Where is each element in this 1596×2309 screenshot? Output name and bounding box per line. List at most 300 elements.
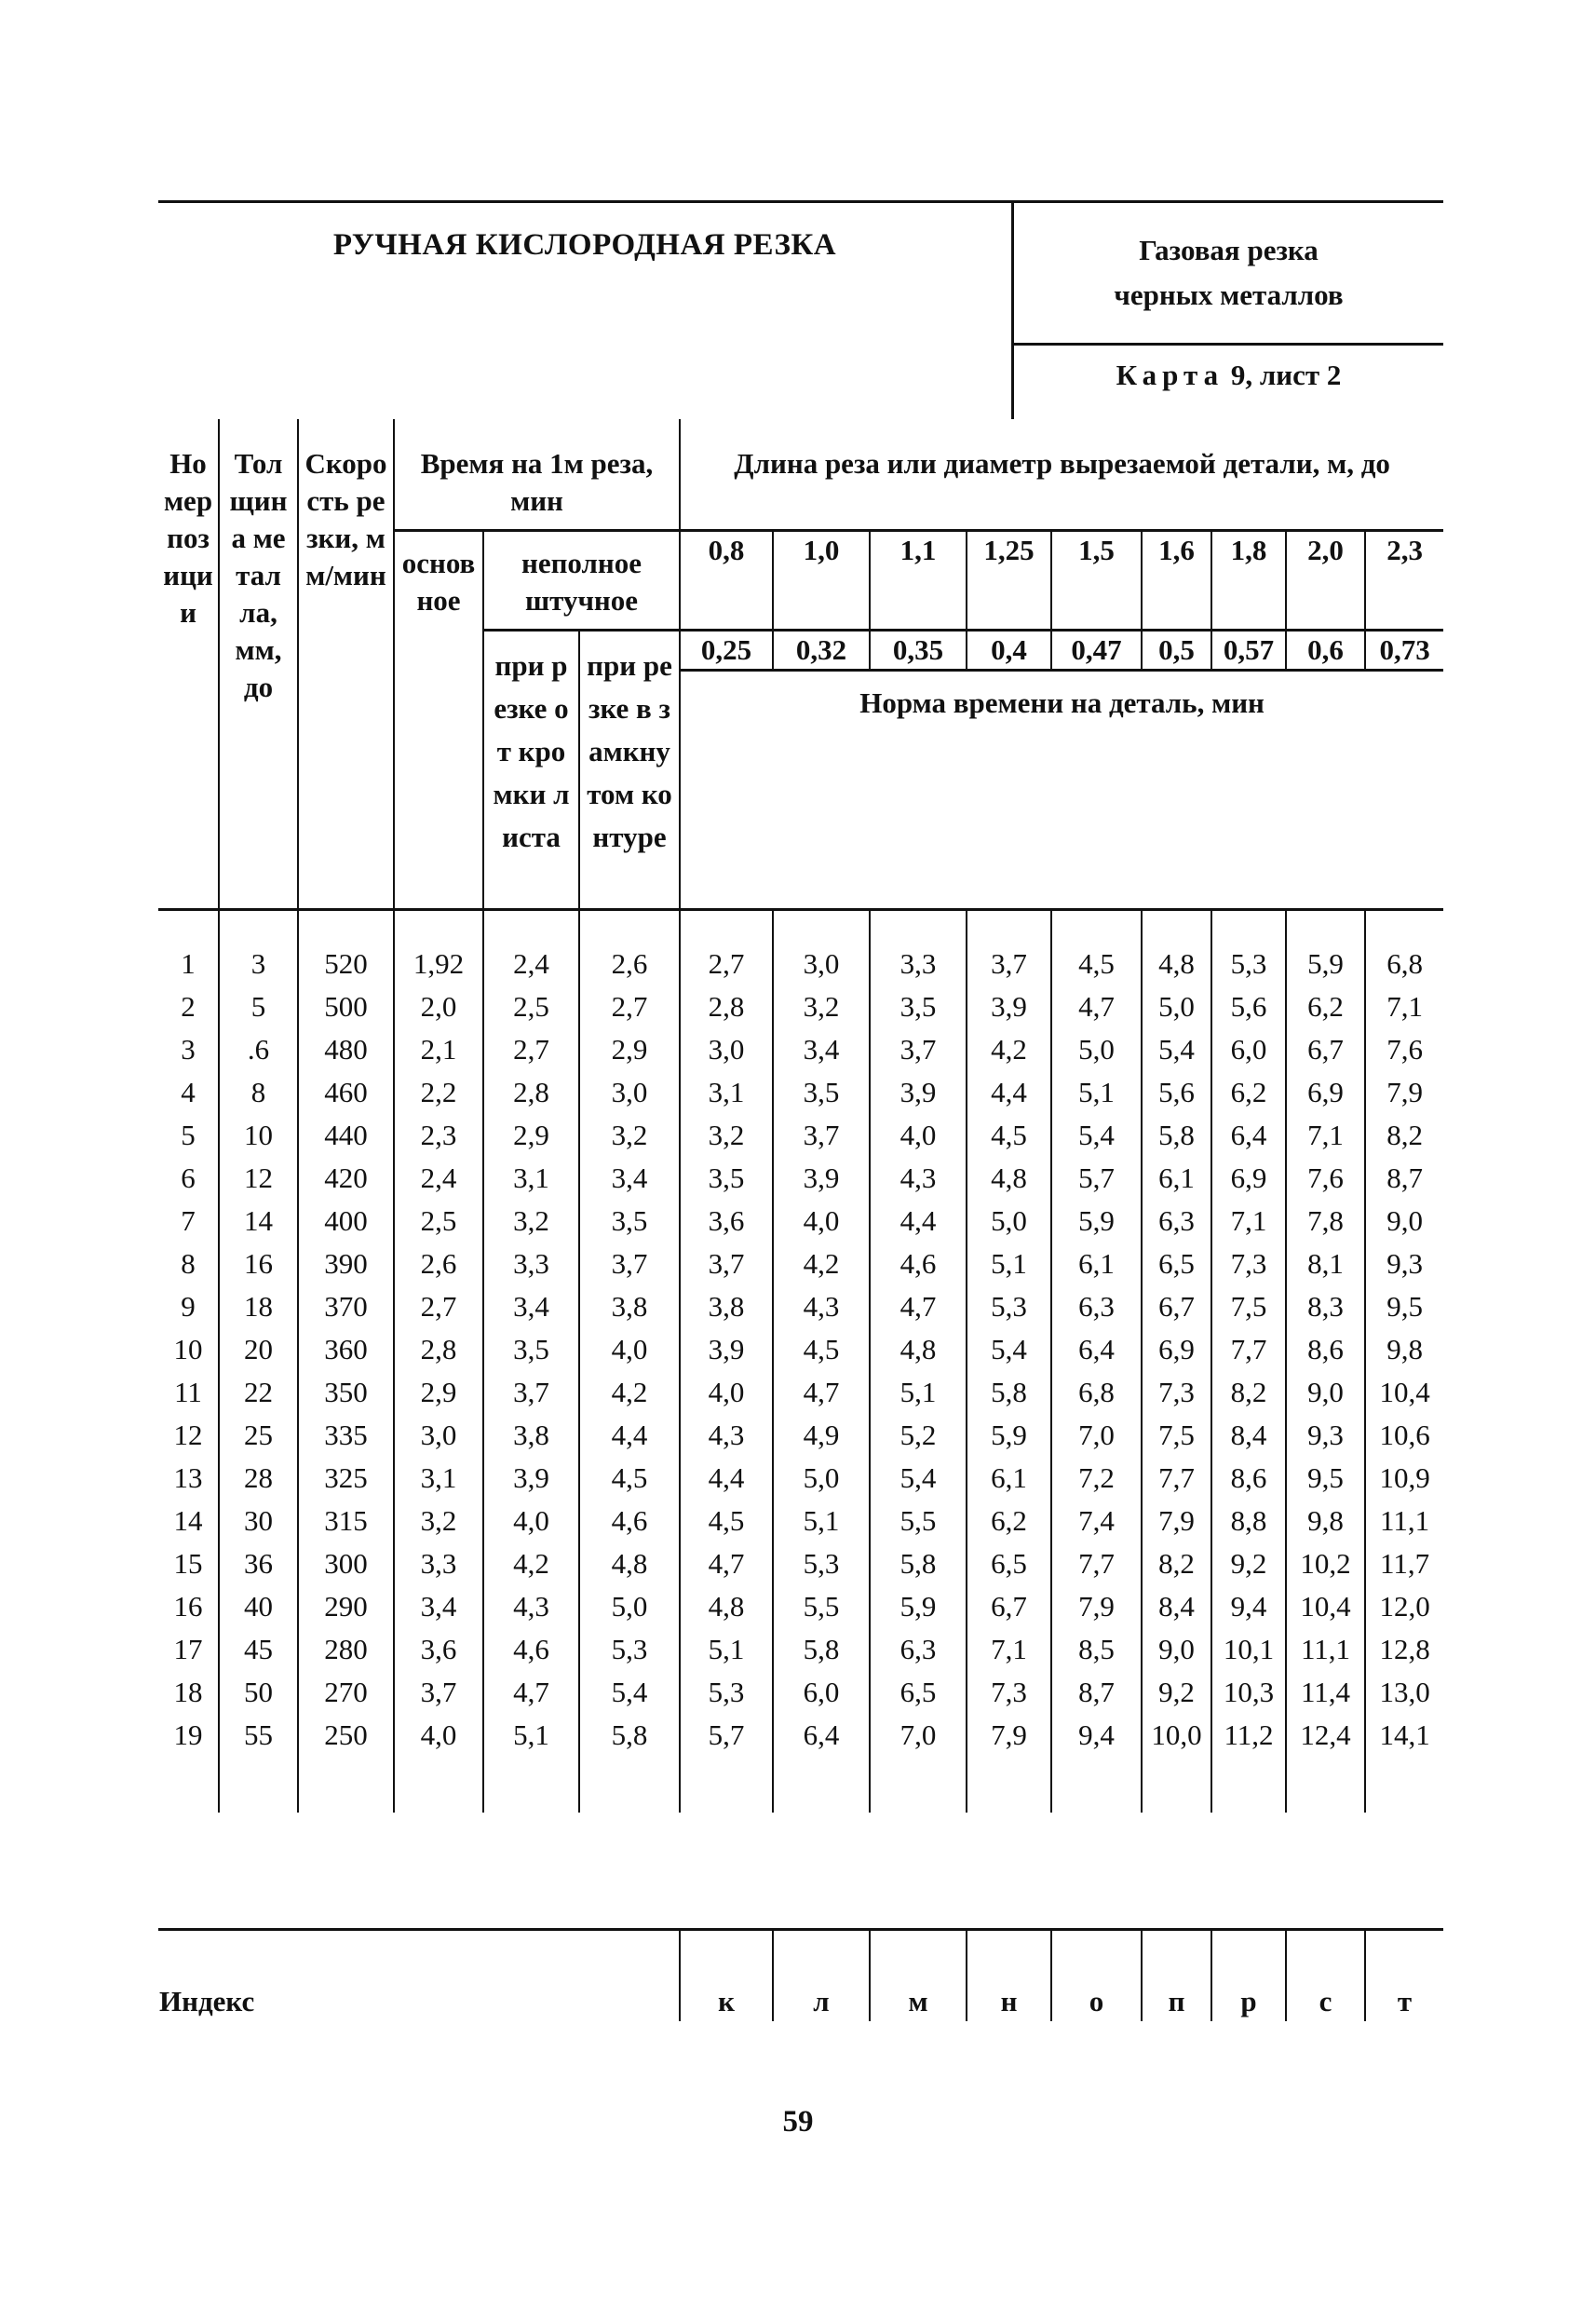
table-cell: 350	[298, 1371, 394, 1414]
table-cell: 18	[219, 1285, 298, 1328]
table-cell: 7,9	[1051, 1585, 1142, 1628]
diameter-6: 0,57	[1211, 631, 1286, 671]
table-cell: 4,7	[773, 1371, 870, 1414]
card-reference	[1014, 359, 1443, 392]
table-cell: 3,5	[680, 1157, 773, 1200]
table-cell: 2,0	[394, 985, 483, 1028]
table-cell: 5,7	[680, 1714, 773, 1757]
table-cell: 5,3	[579, 1628, 680, 1671]
table-cell: 5,1	[967, 1243, 1051, 1285]
index-t: т	[1365, 1930, 1443, 2022]
table-cell: 11,1	[1286, 1628, 1365, 1671]
table-cell: 5,1	[773, 1500, 870, 1542]
table-cell: 2,2	[394, 1071, 483, 1114]
table-row	[158, 1243, 1443, 1285]
table-cell: 6	[181, 1161, 196, 1194]
table-cell: 2,3	[394, 1114, 483, 1157]
table-cell: 370	[298, 1285, 394, 1328]
table-cell: 8,1	[1286, 1243, 1365, 1285]
table-cell: 2,8	[394, 1328, 483, 1371]
table-cell: 55	[219, 1714, 298, 1757]
table-cell: 5,5	[870, 1500, 967, 1542]
table-row	[158, 1714, 1443, 1757]
table-cell: 280	[298, 1628, 394, 1671]
table-cell: 2	[181, 990, 196, 1023]
table-cell: 6,7	[1286, 1028, 1365, 1071]
table-cell: 3,1	[394, 1457, 483, 1500]
table-cell: 3,3	[483, 1243, 579, 1285]
table-cell: 6,2	[1211, 1071, 1286, 1114]
table-cell: 5,8	[579, 1714, 680, 1757]
table-cell: 5,9	[1051, 1200, 1142, 1243]
table-cell: 4	[181, 1076, 196, 1108]
table-cell: 7,1	[1365, 985, 1443, 1028]
table-cell: 8,2	[1142, 1542, 1211, 1585]
card-word: Карта	[1116, 359, 1224, 391]
length-0: 0,8	[680, 531, 773, 631]
table-cell: 10	[173, 1333, 203, 1365]
index-n: н	[967, 1930, 1051, 2022]
table-cell: 4,0	[483, 1500, 579, 1542]
table-cell: 5,4	[967, 1328, 1051, 1371]
col-time-per-meter: Время на 1м реза, мин	[394, 419, 680, 531]
table-cell: 12	[173, 1419, 203, 1451]
table-cell: 4,0	[870, 1114, 967, 1157]
document-header	[158, 200, 1443, 419]
table-cell: 3	[219, 910, 298, 986]
table-cell: 5,9	[870, 1585, 967, 1628]
table-row	[158, 1071, 1443, 1114]
table-cell: 4,3	[483, 1585, 579, 1628]
table-cell: 6,0	[773, 1671, 870, 1714]
table-cell: 7,5	[1211, 1285, 1286, 1328]
table-cell: 8,7	[1051, 1671, 1142, 1714]
table-cell: 3,7	[579, 1243, 680, 1285]
table-cell: 14,1	[1365, 1714, 1443, 1757]
table-cell: 22	[219, 1371, 298, 1414]
col-cut-length: Длина реза или диаметр вырезаемой детали, м, до	[680, 419, 1443, 531]
table-cell: 335	[298, 1414, 394, 1457]
table-cell: 12	[219, 1157, 298, 1200]
table-cell: 3,5	[579, 1200, 680, 1243]
table-cell: 9,0	[1286, 1371, 1365, 1414]
length-8: 2,3	[1365, 531, 1443, 631]
table-cell: 7,3	[1211, 1243, 1286, 1285]
table-cell: 6,0	[1211, 1028, 1286, 1071]
table-cell: 3,3	[394, 1542, 483, 1585]
table-cell: 7,0	[1051, 1414, 1142, 1457]
table-cell: 5,4	[1051, 1114, 1142, 1157]
table-cell: 6,2	[967, 1500, 1051, 1542]
table-cell: 400	[298, 1200, 394, 1243]
table-cell: 4,8	[579, 1542, 680, 1585]
table-cell: 460	[298, 1071, 394, 1114]
table-cell: 5,4	[1142, 1028, 1211, 1071]
index-r: р	[1211, 1930, 1286, 2022]
table-cell: 8,6	[1211, 1457, 1286, 1500]
table-cell: 10,2	[1286, 1542, 1365, 1585]
document-title: РУЧНАЯ КИСЛОРОДНАЯ РЕЗКА	[332, 228, 837, 262]
table-row	[158, 1671, 1443, 1714]
table-cell: 3,2	[483, 1200, 579, 1243]
table-cell: 3,9	[870, 1071, 967, 1114]
table-cell: 520	[298, 910, 394, 986]
table-cell: 7,3	[967, 1671, 1051, 1714]
table-cell: 9,3	[1286, 1414, 1365, 1457]
table-cell: 6,1	[1142, 1157, 1211, 1200]
table-cell: 30	[219, 1500, 298, 1542]
table-cell: 4,5	[680, 1500, 773, 1542]
table-cell: 3,8	[680, 1285, 773, 1328]
table-cell: 4,5	[579, 1457, 680, 1500]
table-cell: 4,3	[773, 1285, 870, 1328]
table-cell: 420	[298, 1157, 394, 1200]
table-cell: 11,7	[1365, 1542, 1443, 1585]
table-cell: 6,7	[1142, 1285, 1211, 1328]
length-5: 1,6	[1142, 531, 1211, 631]
table-cell: 480	[298, 1028, 394, 1071]
table-cell: 5	[181, 1119, 196, 1151]
table-cell: 17	[173, 1633, 203, 1665]
table-row	[158, 1114, 1443, 1157]
table-cell: 4,5	[967, 1114, 1051, 1157]
table-cell: 7,9	[1142, 1500, 1211, 1542]
table-row	[158, 1457, 1443, 1500]
table-cell: 2,7	[579, 985, 680, 1028]
table-cell: 8	[181, 1247, 196, 1280]
table-cell: 4,6	[579, 1500, 680, 1542]
table-cell: 6,3	[870, 1628, 967, 1671]
table-cell: 4,8	[870, 1328, 967, 1371]
table-cell: 4,5	[1051, 910, 1142, 986]
table-cell: 4,2	[483, 1542, 579, 1585]
table-cell: 500	[298, 985, 394, 1028]
table-cell: 4,6	[483, 1628, 579, 1671]
table-cell: 9,4	[1211, 1585, 1286, 1628]
length-2: 1,1	[870, 531, 967, 631]
table-cell: 7,8	[1286, 1200, 1365, 1243]
table-cell: 2,4	[483, 910, 579, 986]
subtitle-line-2: черных металлов	[1114, 278, 1344, 311]
table-cell: 15	[173, 1547, 203, 1580]
table-cell: 6,9	[1211, 1157, 1286, 1200]
table-cell: 2,8	[680, 985, 773, 1028]
table-cell: 6,1	[1051, 1243, 1142, 1285]
table-cell: 12,8	[1365, 1628, 1443, 1671]
col-speed: Скорость резки, мм/мин	[298, 419, 394, 908]
table-cell: 2,7	[483, 1028, 579, 1071]
norms-table	[158, 419, 1443, 1813]
table-cell: 5,6	[1211, 985, 1286, 1028]
diameter-2: 0,35	[870, 631, 967, 671]
diameter-5: 0,5	[1142, 631, 1211, 671]
table-cell: 36	[219, 1542, 298, 1585]
table-cell: 5,2	[870, 1414, 967, 1457]
table-cell: 5,8	[967, 1371, 1051, 1414]
header-card-rule	[1011, 343, 1443, 346]
table-cell: 12,0	[1365, 1585, 1443, 1628]
table-cell: 5,8	[773, 1628, 870, 1671]
table-row	[158, 1157, 1443, 1200]
table-cell: 3,8	[483, 1414, 579, 1457]
table-cell: 9,5	[1365, 1285, 1443, 1328]
table-cell: 3,0	[680, 1028, 773, 1071]
table-cell: 3,9	[680, 1328, 773, 1371]
table-cell: 2,6	[394, 1243, 483, 1285]
table-cell: 1,92	[394, 910, 483, 986]
table-cell: 10,4	[1365, 1371, 1443, 1414]
table-cell: 25	[219, 1414, 298, 1457]
table-cell: 9,3	[1365, 1243, 1443, 1285]
table-cell: 3,0	[394, 1414, 483, 1457]
table-cell: 4,7	[870, 1285, 967, 1328]
table-cell: 360	[298, 1328, 394, 1371]
table-cell: 6,7	[967, 1585, 1051, 1628]
table-cell: 9,4	[1051, 1714, 1142, 1757]
table-cell: 10,3	[1211, 1671, 1286, 1714]
table-cell: 6,5	[870, 1671, 967, 1714]
table-cell: 5,0	[1051, 1028, 1142, 1071]
table-cell: 5,8	[870, 1542, 967, 1585]
col-time-norm: Норма времени на деталь, мин	[680, 671, 1443, 909]
table-cell: 6,9	[1286, 1071, 1365, 1114]
table-cell: 10,1	[1211, 1628, 1286, 1671]
table-cell: .6	[219, 1028, 298, 1071]
table-cell: 3,9	[483, 1457, 579, 1500]
table-cell: 7,3	[1142, 1371, 1211, 1414]
table-cell: 19	[173, 1718, 203, 1751]
table-cell: 4,7	[483, 1671, 579, 1714]
table-row	[158, 1542, 1443, 1585]
table-cell: 4,5	[773, 1328, 870, 1371]
table-cell: 6,5	[1142, 1243, 1211, 1285]
table-cell: 4,6	[870, 1243, 967, 1285]
table-cell: 12,4	[1286, 1714, 1365, 1757]
col-thickness: Толщина металла, мм, до	[219, 419, 298, 908]
table-cell: 3,4	[483, 1285, 579, 1328]
table-cell: 8,7	[1365, 1157, 1443, 1200]
table-cell: 9	[181, 1290, 196, 1323]
table-cell: 3,1	[483, 1157, 579, 1200]
table-row	[158, 1028, 1443, 1071]
table-cell: 28	[219, 1457, 298, 1500]
table-cell: 3,4	[579, 1157, 680, 1200]
table-cell: 5,1	[483, 1714, 579, 1757]
table-cell: 3,2	[773, 985, 870, 1028]
diameter-3: 0,4	[967, 631, 1051, 671]
table-cell: 7,9	[967, 1714, 1051, 1757]
table-cell: 6,3	[1142, 1200, 1211, 1243]
table-row	[158, 1200, 1443, 1243]
table-cell: 2,9	[483, 1114, 579, 1157]
table-cell: 5,7	[1051, 1157, 1142, 1200]
table-cell: 3,7	[967, 910, 1051, 986]
table-cell: 11,1	[1365, 1500, 1443, 1542]
table-cell: 3,4	[773, 1028, 870, 1071]
table-cell: 5,4	[870, 1457, 967, 1500]
table-cell: 4,8	[1142, 910, 1211, 986]
table-cell: 4,4	[680, 1457, 773, 1500]
subtitle-line-1: Газовая резка	[1139, 234, 1319, 266]
table-cell: 3,7	[870, 1028, 967, 1071]
table-cell: 2,9	[394, 1371, 483, 1414]
table-cell: 4,2	[579, 1371, 680, 1414]
table-cell: 16	[219, 1243, 298, 1285]
table-cell: 13,0	[1365, 1671, 1443, 1714]
table-row	[158, 985, 1443, 1028]
table-cell: 4,4	[870, 1200, 967, 1243]
index-label: Индекс	[159, 1985, 255, 2017]
table-row	[158, 1371, 1443, 1414]
table-cell: 4,2	[773, 1243, 870, 1285]
table-cell: 390	[298, 1243, 394, 1285]
table-cell: 9,2	[1211, 1542, 1286, 1585]
table-row	[158, 1414, 1443, 1457]
table-cell: 5	[219, 985, 298, 1028]
table-cell: 6,9	[1142, 1328, 1211, 1371]
page-number: 59	[782, 2105, 814, 2139]
table-cell: 3,1	[680, 1071, 773, 1114]
table-row	[158, 1585, 1443, 1628]
table-cell: 2,7	[680, 910, 773, 986]
norms-body	[158, 910, 1443, 1813]
table-cell: 440	[298, 1114, 394, 1157]
index-s: с	[1286, 1930, 1365, 2022]
table-cell: 4,0	[394, 1714, 483, 1757]
table-row	[158, 1285, 1443, 1328]
diameter-8: 0,73	[1365, 631, 1443, 671]
table-cell: 5,0	[579, 1585, 680, 1628]
table-cell: 6,5	[967, 1542, 1051, 1585]
table-cell: 13	[173, 1461, 203, 1494]
table-cell: 7,7	[1142, 1457, 1211, 1500]
col-edge-cut: при резке от кромки листа	[483, 631, 579, 909]
table-cell: 5,6	[1142, 1071, 1211, 1114]
table-cell: 10,4	[1286, 1585, 1365, 1628]
table-cell: 3	[181, 1033, 196, 1066]
table-cell: 5,9	[1286, 910, 1365, 986]
table-cell: 4,8	[967, 1157, 1051, 1200]
index-k: к	[680, 1930, 773, 2022]
table-cell: 9,8	[1365, 1328, 1443, 1371]
table-cell: 5,5	[773, 1585, 870, 1628]
table-cell: 8,8	[1211, 1500, 1286, 1542]
table-cell: 10	[219, 1114, 298, 1157]
table-cell: 3,5	[483, 1328, 579, 1371]
table-cell: 5,0	[773, 1457, 870, 1500]
col-basic-time: основное	[394, 531, 483, 909]
table-cell: 250	[298, 1714, 394, 1757]
table-cell: 11,2	[1211, 1714, 1286, 1757]
index-m: м	[870, 1930, 967, 2022]
table-cell: 3,7	[773, 1114, 870, 1157]
table-row	[158, 1500, 1443, 1542]
index-row	[158, 1928, 1443, 2021]
table-cell: 2,5	[394, 1200, 483, 1243]
table-cell: 3,2	[680, 1114, 773, 1157]
table-cell: 7,1	[1211, 1200, 1286, 1243]
table-cell: 5,8	[1142, 1114, 1211, 1157]
table-cell: 6,4	[1051, 1328, 1142, 1371]
table-cell: 3,2	[394, 1500, 483, 1542]
table-cell: 6,8	[1365, 910, 1443, 986]
diameter-4: 0,47	[1051, 631, 1142, 671]
table-cell: 7,1	[967, 1628, 1051, 1671]
table-cell: 2,4	[394, 1157, 483, 1200]
table-cell: 2,5	[483, 985, 579, 1028]
card-sheet: 9, лист 2	[1230, 359, 1342, 391]
table-cell: 4,0	[680, 1371, 773, 1414]
table-cell: 3,2	[579, 1114, 680, 1157]
table-cell: 8,4	[1142, 1585, 1211, 1628]
table-cell: 6,4	[773, 1714, 870, 1757]
table-cell: 8,2	[1211, 1371, 1286, 1414]
length-6: 1,8	[1211, 531, 1286, 631]
table-cell: 10,0	[1142, 1714, 1211, 1757]
diameter-0: 0,25	[680, 631, 773, 671]
table-cell: 4,7	[1051, 985, 1142, 1028]
index-o: о	[1051, 1930, 1142, 2022]
table-row	[158, 1328, 1443, 1371]
table-cell: 7,7	[1211, 1328, 1286, 1371]
table-cell: 6,3	[1051, 1285, 1142, 1328]
table-cell: 2,9	[579, 1028, 680, 1071]
table-cell: 40	[219, 1585, 298, 1628]
length-1: 1,0	[773, 531, 870, 631]
table-cell: 9,0	[1365, 1200, 1443, 1243]
table-cell: 3,0	[773, 910, 870, 986]
diameter-7: 0,6	[1286, 631, 1365, 671]
table-cell: 16	[173, 1590, 203, 1623]
table-cell: 8,2	[1365, 1114, 1443, 1157]
table-cell: 7,4	[1051, 1500, 1142, 1542]
table-cell: 4,4	[967, 1071, 1051, 1114]
table-cell: 315	[298, 1500, 394, 1542]
table-cell: 5,0	[1142, 985, 1211, 1028]
length-7: 2,0	[1286, 531, 1365, 631]
table-cell: 4,7	[680, 1542, 773, 1585]
table-cell: 9,2	[1142, 1671, 1211, 1714]
table-cell: 9,8	[1286, 1500, 1365, 1542]
table-cell: 14	[173, 1504, 203, 1537]
table-cell: 4,4	[579, 1414, 680, 1457]
table-cell: 5,1	[1051, 1071, 1142, 1114]
table-cell: 3,7	[394, 1671, 483, 1714]
table-cell: 2,8	[483, 1071, 579, 1114]
table-cell: 3,9	[773, 1157, 870, 1200]
table-cell: 3,7	[680, 1243, 773, 1285]
table-cell: 6,1	[967, 1457, 1051, 1500]
table-cell: 3,6	[680, 1200, 773, 1243]
col-position-number: Номер позиции	[163, 447, 213, 629]
table-cell: 8	[219, 1071, 298, 1114]
table-cell: 7,0	[870, 1714, 967, 1757]
table-cell: 8,4	[1211, 1414, 1286, 1457]
table-cell: 2,6	[579, 910, 680, 986]
table-cell: 325	[298, 1457, 394, 1500]
table-cell: 5,3	[1211, 910, 1286, 986]
table-cell: 3,7	[483, 1371, 579, 1414]
length-4: 1,5	[1051, 531, 1142, 631]
table-cell: 7,2	[1051, 1457, 1142, 1500]
table-cell: 11	[174, 1376, 202, 1408]
table-cell: 3,6	[394, 1628, 483, 1671]
table-cell: 9,5	[1286, 1457, 1365, 1500]
table-cell: 290	[298, 1585, 394, 1628]
diameter-1: 0,32	[773, 631, 870, 671]
index-p: п	[1142, 1930, 1211, 2022]
table-row	[158, 910, 1443, 986]
